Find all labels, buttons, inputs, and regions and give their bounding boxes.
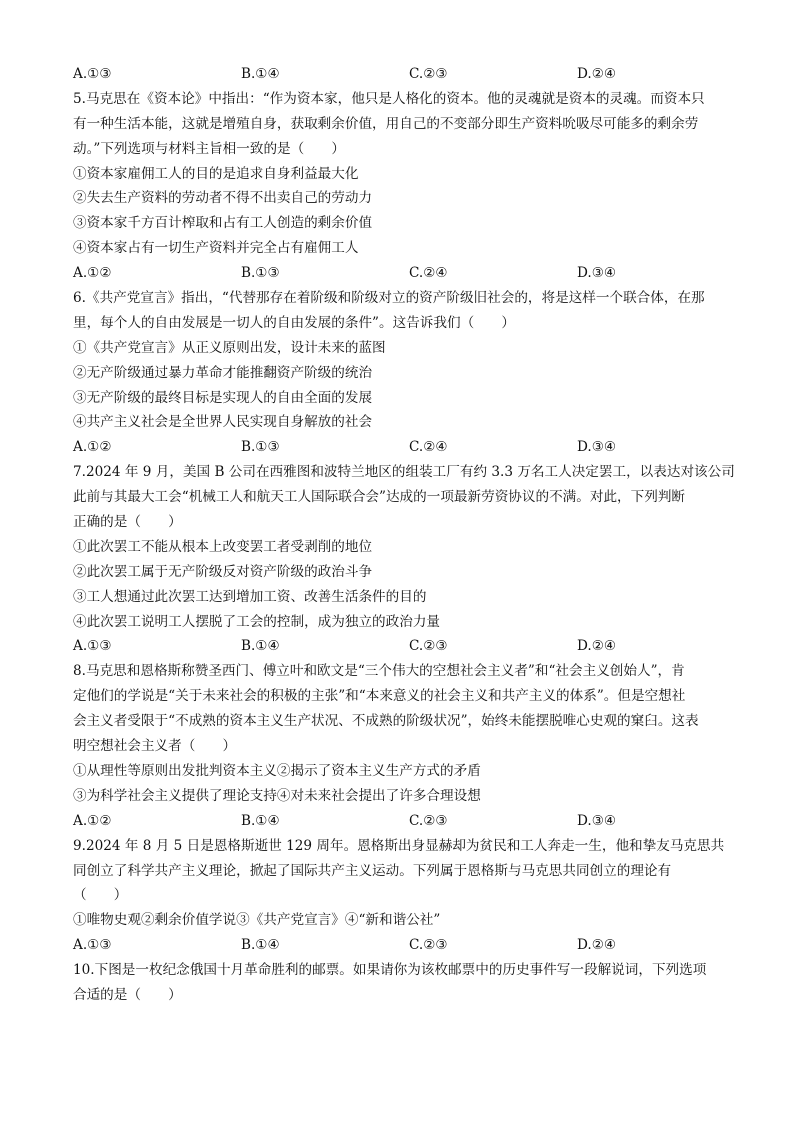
option-b: B.①③: [241, 439, 280, 456]
exam-page: [73, 62, 735, 1008]
question-text: 有一种生活本能，这就是增殖自身，获取剩余价值，用自己的不变部分即生产资料吮吸尽可能多的剩余劳: [73, 115, 699, 132]
question-text: 此前与其最大工会“机械工人和航天工人国际联合会”达成的一项最新劳资协议的不满。对此，下列判断: [73, 489, 686, 506]
question-text: 8.马克思和恩格斯称赞圣西门、傅立叶和欧文是“三个伟大的空想社会主义者”和“社会主义创始人”，肯: [73, 663, 685, 680]
option-c: C.②③: [409, 638, 448, 655]
option-b: B.①③: [241, 265, 280, 282]
options-row: [73, 435, 728, 460]
option-d: D.③④: [577, 265, 617, 282]
option-d: D.②④: [577, 638, 617, 655]
option-c: C.②③: [409, 937, 448, 954]
option-b: B.①④: [241, 812, 280, 829]
question-text: 5.马克思在《资本论》中指出：“作为资本家，他只是人格化的资本。他的灵魂就是资本的灵魂。而资本只: [73, 90, 705, 107]
question-text: 正确的是（ ）: [73, 514, 182, 531]
statement-1: ①此次罢工不能从根本上改变罢工者受剥削的地位: [73, 538, 373, 555]
statement-1: ①《共产党宣言》从正义原则出发，设计未来的蓝图: [73, 339, 386, 356]
statement-2: ②无产阶级通过暴力革命才能推翻资产阶级的统治: [73, 364, 373, 381]
option-c: C.②③: [409, 66, 448, 82]
statement-4: ④此次罢工说明工人摆脱了工会的控制，成为独立的政治力量: [73, 613, 441, 630]
question-5: [73, 87, 728, 286]
option-c: C.②③: [409, 812, 448, 829]
option-c: C.②④: [409, 265, 448, 282]
statement-4: ④资本家占有一切生产资料并完全占有雇佣工人: [73, 240, 359, 257]
options-row: [73, 62, 728, 87]
option-a: A.①②: [73, 439, 112, 456]
option-a: A.①③: [73, 937, 112, 954]
question-text: 定他们的学说是“关于未来社会的积极的主张”和“本来意义的社会主义和共产主义的体系”。但是空想社: [73, 688, 686, 705]
statement-1: ①资本家雇佣工人的目的是追求自身利益最大化: [73, 165, 359, 182]
statement-3: ③资本家千方百计榨取和占有工人创造的剩余价值: [73, 215, 373, 232]
statement-4: ④共产主义社会是全世界人民实现自身解放的社会: [73, 414, 373, 431]
option-d: D.②④: [577, 66, 617, 82]
option-d: D.②④: [577, 937, 617, 954]
option-b: B.①④: [241, 66, 280, 82]
question-text: 合适的是（ ）: [73, 986, 182, 1003]
option-a: A.①②: [73, 812, 112, 829]
question-6: [73, 286, 728, 460]
question-text: 会主义者受限于“不成熟的资本主义生产状况、不成熟的阶级状况”，始终未能摆脱唯心史观的窠臼。这表: [73, 713, 699, 730]
statement-2: ②此次罢工属于无产阶级反对资产阶级的政治斗争: [73, 563, 373, 580]
question-text: 6.《共产党宣言》指出，“代替那存在着阶级和阶级对立的资产阶级旧社会的，将是这样一个联合体，在那: [73, 290, 705, 307]
question-text: 7.2024 年 9 月，美国 B 公司在西雅图和波特兰地区的组装工厂有约 3.3 万名工人决定罢工，以表达对该公司: [73, 464, 735, 481]
question-8: [73, 659, 728, 833]
option-a: A.①②: [73, 265, 112, 282]
question-text: 动。”下列选项与材料主旨相一致的是（ ）: [73, 140, 346, 157]
question-text: 明空想社会主义者（ ）: [73, 738, 237, 755]
option-d: D.③④: [577, 439, 617, 456]
option-d: D.③④: [577, 812, 617, 829]
question-text: 10.下图是一枚纪念俄国十月革命胜利的邮票。如果请你为该枚邮票中的历史事件写一段解说词，下列选项: [73, 962, 707, 979]
statement-3: ③无产阶级的最终目标是实现人的自由全面的发展: [73, 389, 373, 406]
question-4-tail: [73, 62, 728, 87]
question-9: [73, 834, 728, 958]
question-text: 同创立了科学共产主义理论，掀起了国际共产主义运动。下列属于恩格斯与马克思共同创立的理论有: [73, 862, 672, 879]
question-10: [73, 958, 728, 1008]
options-row: [73, 261, 728, 286]
option-b: B.①④: [241, 937, 280, 954]
options-row: [73, 933, 728, 958]
statement-2: ②失去生产资料的劳动者不得不出卖自己的劳动力: [73, 190, 373, 207]
statements-1-4: ①唯物史观②剩余价值学说③《共产党宣言》④“新和谐公社”: [73, 912, 441, 929]
question-7: [73, 460, 735, 659]
options-row: [73, 634, 728, 659]
option-a: A.①③: [73, 638, 112, 655]
option-c: C.②④: [409, 439, 448, 456]
question-text: 9.2024 年 8 月 5 日是恩格斯逝世 129 周年。恩格斯出身显赫却为贫民和工人奔走一生，他和挚友马克思共: [73, 837, 725, 854]
question-text: （ ）: [73, 887, 128, 904]
options-row: [73, 809, 728, 834]
question-text: 里，每个人的自由发展是一切人的自由发展的条件”。这告诉我们（ ）: [73, 314, 515, 331]
option-a: A.①③: [73, 66, 112, 82]
statement-3: ③工人想通过此次罢工达到增加工资、改善生活条件的目的: [73, 588, 427, 605]
option-b: B.①④: [241, 638, 280, 655]
statements-1-2: ①从理性等原则出发批判资本主义②揭示了资本主义生产方式的矛盾: [73, 762, 481, 779]
statements-3-4: ③为科学社会主义提供了理论支持④对未来社会提出了许多合理设想: [73, 787, 481, 804]
